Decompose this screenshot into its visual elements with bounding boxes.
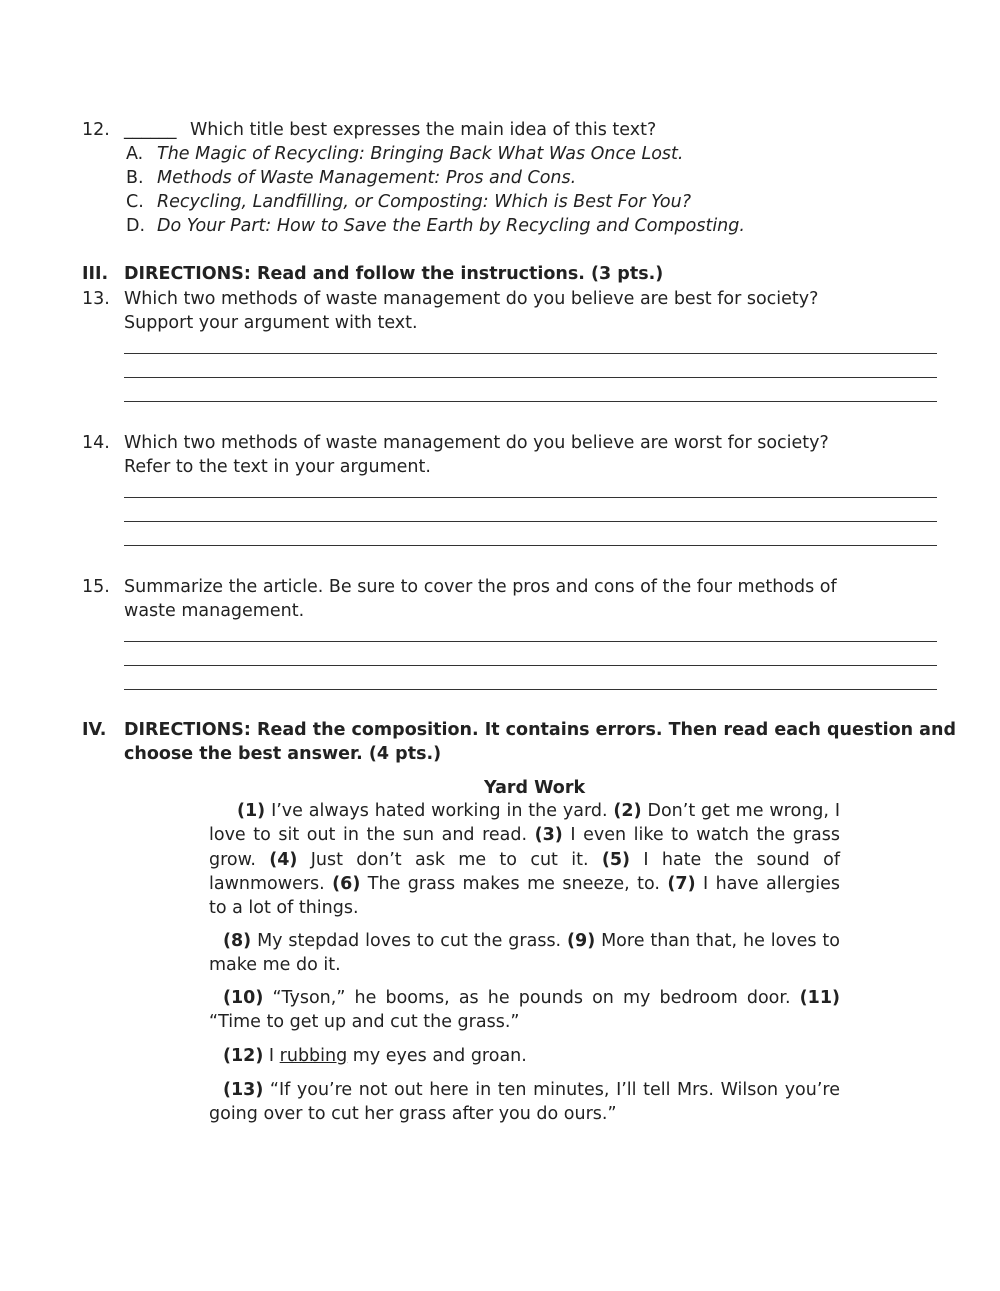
sentence-13: “If you’re not out here in ten minutes, I’ll tell Mrs. Wilson you’re going over to cut her grass after you do ours.” <box>209 1080 840 1125</box>
sentence-11: “Time to get up and cut the grass.” <box>209 1012 520 1033</box>
composition-paragraph-5 <box>209 1078 840 1127</box>
sentence-number-3: (3) <box>534 825 563 846</box>
sentence-3: I even like to watch the grass grow. <box>209 825 840 870</box>
q14-question-line2: Refer to the text in your argument. <box>124 457 431 477</box>
q13-question-line2: Support your argument with text. <box>124 313 418 333</box>
sentence-5: I hate the sound of lawnmowers. <box>209 849 840 894</box>
sentence-number-10: (10) <box>223 988 264 1008</box>
section-4-directions-line1: DIRECTIONS: Read the composition. It contains errors. Then read each question and <box>124 720 956 740</box>
q14-question-line1: Which two methods of waste management do you believe are worst for society? <box>124 433 829 453</box>
q15-question-line2: waste management. <box>124 601 305 621</box>
sentence-number-8: (8) <box>223 931 252 951</box>
q15-answer-line-2[interactable] <box>124 665 937 666</box>
sentence-8: My stepdad loves to cut the grass. <box>251 931 568 951</box>
sentence-12-post: my eyes and groan. <box>347 1046 527 1066</box>
q12-option-b[interactable]: Methods of Waste Management: Pros and Cons. <box>157 168 577 188</box>
sentence-2: Don’t get me wrong, I love to sit out in the sun and read. <box>209 801 840 846</box>
q13-answer-line-3[interactable] <box>124 401 937 402</box>
q15-question-line1: Summarize the article. Be sure to cover the pros and cons of the four methods of <box>124 577 837 597</box>
q14-answer-line-1[interactable] <box>124 497 937 498</box>
section-4-directions-line2: choose the best answer. (4 pts.) <box>124 744 442 764</box>
composition-paragraph-1 <box>209 799 840 920</box>
q12-option-a[interactable]: The Magic of Recycling: Bringing Back What Was Once Lost. <box>157 144 684 164</box>
sentence-number-13: (13) <box>223 1080 264 1100</box>
q13-number: 13. <box>82 289 110 309</box>
sentence-4: Just don’t ask me to cut it. <box>297 849 602 870</box>
sentence-7: I have allergies to a lot of things. <box>209 873 840 919</box>
q12-question: Which title best expresses the main idea of this text? <box>190 120 657 140</box>
q15-answer-line-3[interactable] <box>124 689 937 690</box>
sentence-number-1: (1) <box>237 801 266 821</box>
composition-title: Yard Work <box>484 778 586 798</box>
sentence-number-12: (12) <box>223 1046 264 1066</box>
sentence-number-11: (11) <box>799 988 840 1008</box>
sentence-1: I’ve always hated working in the yard. <box>265 801 614 821</box>
q12-answer-blank[interactable]: ______ <box>124 120 177 140</box>
q14-answer-line-2[interactable] <box>124 521 937 522</box>
q15-answer-line-1[interactable] <box>124 641 937 642</box>
q15-number: 15. <box>82 577 110 597</box>
q12-option-c-letter: C. <box>126 192 144 212</box>
sentence-6: The grass makes me sneeze, to. <box>360 873 668 894</box>
sentence-number-7: (7) <box>667 873 696 894</box>
q12-option-d[interactable]: Do Your Part: How to Save the Earth by Recycling and Composting. <box>157 216 745 236</box>
sentence-number-9: (9) <box>567 931 596 951</box>
q14-answer-line-3[interactable] <box>124 545 937 546</box>
sentence-9: More than that, he loves to make me do it. <box>209 931 840 976</box>
q13-answer-line-1[interactable] <box>124 353 937 354</box>
sentence-number-6: (6) <box>332 873 361 894</box>
q12-option-b-letter: B. <box>126 168 144 188</box>
section-3-directions: DIRECTIONS: Read and follow the instructions. (3 pts.) <box>124 264 664 284</box>
sentence-12-pre: I <box>263 1046 280 1066</box>
section-3-numeral: III. <box>82 264 109 284</box>
composition-paragraph-3 <box>209 986 840 1035</box>
sentence-number-5: (5) <box>601 849 631 870</box>
sentence-number-4: (4) <box>269 849 298 870</box>
sentence-number-2: (2) <box>613 801 642 821</box>
q12-number: 12. <box>82 120 110 140</box>
q12-option-a-letter: A. <box>126 144 144 164</box>
q13-answer-line-2[interactable] <box>124 377 937 378</box>
section-4-numeral: IV. <box>82 720 107 740</box>
q14-number: 14. <box>82 433 110 453</box>
composition-paragraph-4 <box>209 1044 840 1068</box>
sentence-12-underlined-word: rubbing <box>279 1046 348 1066</box>
composition-paragraph-2 <box>209 929 840 978</box>
q13-question-line1: Which two methods of waste management do you believe are best for society? <box>124 289 819 309</box>
q12-option-d-letter: D. <box>126 216 146 236</box>
q12-option-c[interactable]: Recycling, Landfilling, or Composting: Which is Best For You? <box>157 192 691 212</box>
sentence-10: “Tyson,” he booms, as he pounds on my bedroom door. <box>263 988 800 1008</box>
